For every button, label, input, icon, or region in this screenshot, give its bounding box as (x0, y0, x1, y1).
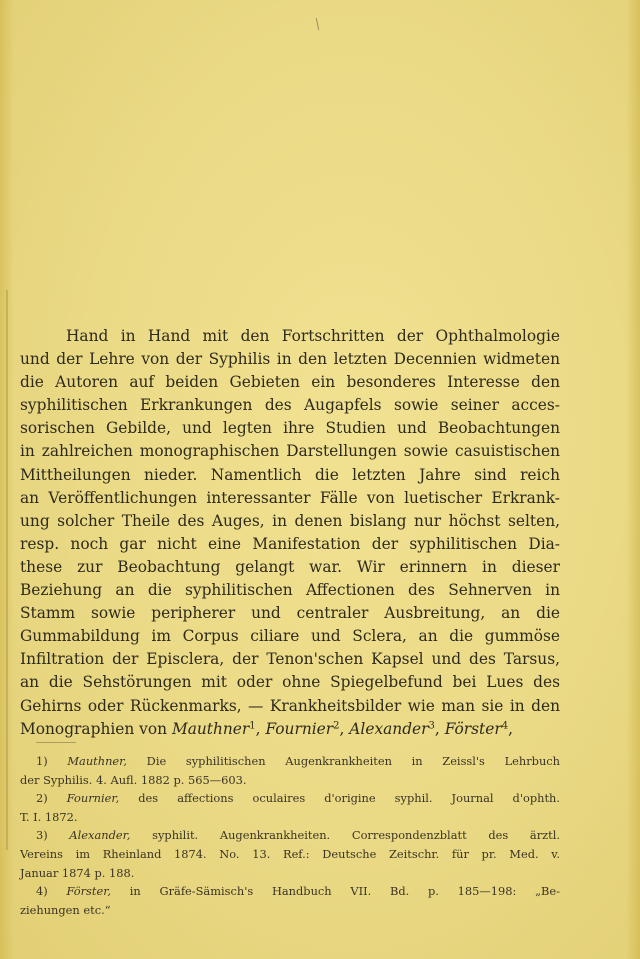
footnote-marker: 2) (36, 791, 48, 806)
paragraph-line: Beziehung an die syphilitischen Affectionen des Sehnerven in (20, 581, 560, 600)
citation-separator: , (508, 719, 513, 738)
paragraph-line: an Veröffentlichungen interessanter Fälle von luetischer Erkrank- (20, 488, 560, 507)
footnote-ref[interactable]: 4 (501, 720, 509, 732)
footnote-4 (20, 882, 560, 901)
binding-gutter (6, 290, 8, 850)
paragraph-line: resp. noch gar nicht eine Manifestation der syphilitischen Dia- (20, 534, 560, 553)
footnote-continuation: Vereins im Rheinland 1874. No. 13. Ref.: Deutsche Zeitschr. für pr. Med. v. (20, 846, 560, 861)
author-citation: Alexander (349, 719, 429, 738)
footnote-author: Fournier, (66, 791, 120, 806)
footnote-text: des affections oculaires d'origine syphil. Journal d'ophth. (119, 791, 560, 806)
footnote-1 (20, 752, 560, 771)
paragraph-line: Gehirns oder Rückenmarks, — Krankheitsbilder wie man sie in den (20, 696, 560, 715)
paragraph-last-line (20, 718, 560, 741)
author-citation: Mauthner (171, 719, 250, 738)
paper-mark (316, 18, 319, 30)
paragraph-line: und der Lehre von der Syphilis in den letzten Decennien widmeten (20, 350, 560, 369)
footnote-divider (36, 742, 76, 743)
citation-separator: , (339, 719, 350, 738)
footnote-text: Die syphilitischen Augenkrankheiten in Zeissl's Lehrbuch (127, 754, 560, 768)
citation-separator: , (434, 719, 445, 738)
footnote-3 (20, 826, 560, 845)
footnote-author: Alexander, (69, 828, 131, 843)
footnote-ref[interactable]: 3 (428, 720, 435, 732)
main-paragraph (20, 325, 560, 741)
paragraph-line: die Autoren auf beiden Gebieten ein besonderes Interesse den (20, 373, 560, 392)
footnote-author: Mauthner, (67, 754, 127, 768)
footnote-author: Förster, (66, 884, 112, 899)
paragraph-line: Mittheilungen nieder. Namentlich die letzten Jahre sind reich (20, 465, 560, 484)
right-page-shadow (626, 0, 640, 959)
footnote-continuation: der Syphilis. 4. Aufl. 1882 p. 565—603. (20, 772, 247, 787)
paragraph-line: sorischen Gebilde, und legten ihre Studien und Beobachtungen (20, 419, 560, 438)
last-line-prefix: Monographien von (20, 719, 172, 738)
footnote-2 (20, 789, 560, 808)
paragraph-line: Stamm sowie peripherer und centraler Ausbreitung, an die (20, 604, 560, 623)
paragraph-line: these zur Beobachtung gelangt war. Wir erinnern in dieser (20, 557, 560, 576)
footnote-ref[interactable]: 1 (249, 720, 256, 732)
footnote-text: in Gräfe-Sämisch's Handbuch VII. Bd. p. 185—198: „Be- (111, 884, 560, 899)
paragraph-line: Infiltration der Episclera, der Tenon'schen Kapsel und des Tarsus, (20, 650, 560, 669)
paragraph-line: Hand in Hand mit den Fortschritten der Ophthalmologie (66, 327, 560, 345)
footnote-continuation: ziehungen etc.“ (20, 902, 111, 917)
paragraph-line: ung solcher Theile des Auges, in denen bislang nur höchst selten, (20, 511, 560, 530)
footnote-marker: 3) (36, 828, 48, 843)
paragraph-line: syphilitischen Erkrankungen des Augapfels sowie seiner acces- (20, 396, 560, 415)
footnote-continuation: T. I. 1872. (20, 809, 78, 824)
footnote-text: syphilit. Augenkrankheiten. Correspondenzblatt des ärztl. (130, 828, 560, 843)
footnotes (20, 752, 560, 919)
paragraph-line: Gummabildung im Corpus ciliare und Sclera, an die gummöse (20, 627, 560, 646)
citation-separator: , (255, 719, 266, 738)
footnote-marker: 4) (36, 884, 48, 899)
footnote-continuation: Januar 1874 p. 188. (20, 865, 135, 880)
footnote-ref[interactable]: 2 (333, 720, 340, 732)
paragraph-line: in zahlreichen monographischen Darstellungen sowie casuistischen (20, 442, 560, 461)
author-citation: Fournier (265, 719, 334, 738)
author-citation: Förster (444, 719, 502, 738)
paragraph-line: an die Sehstörungen mit oder ohne Spiegelbefund bei Lues des (20, 673, 560, 692)
footnote-marker: 1) (36, 754, 48, 768)
